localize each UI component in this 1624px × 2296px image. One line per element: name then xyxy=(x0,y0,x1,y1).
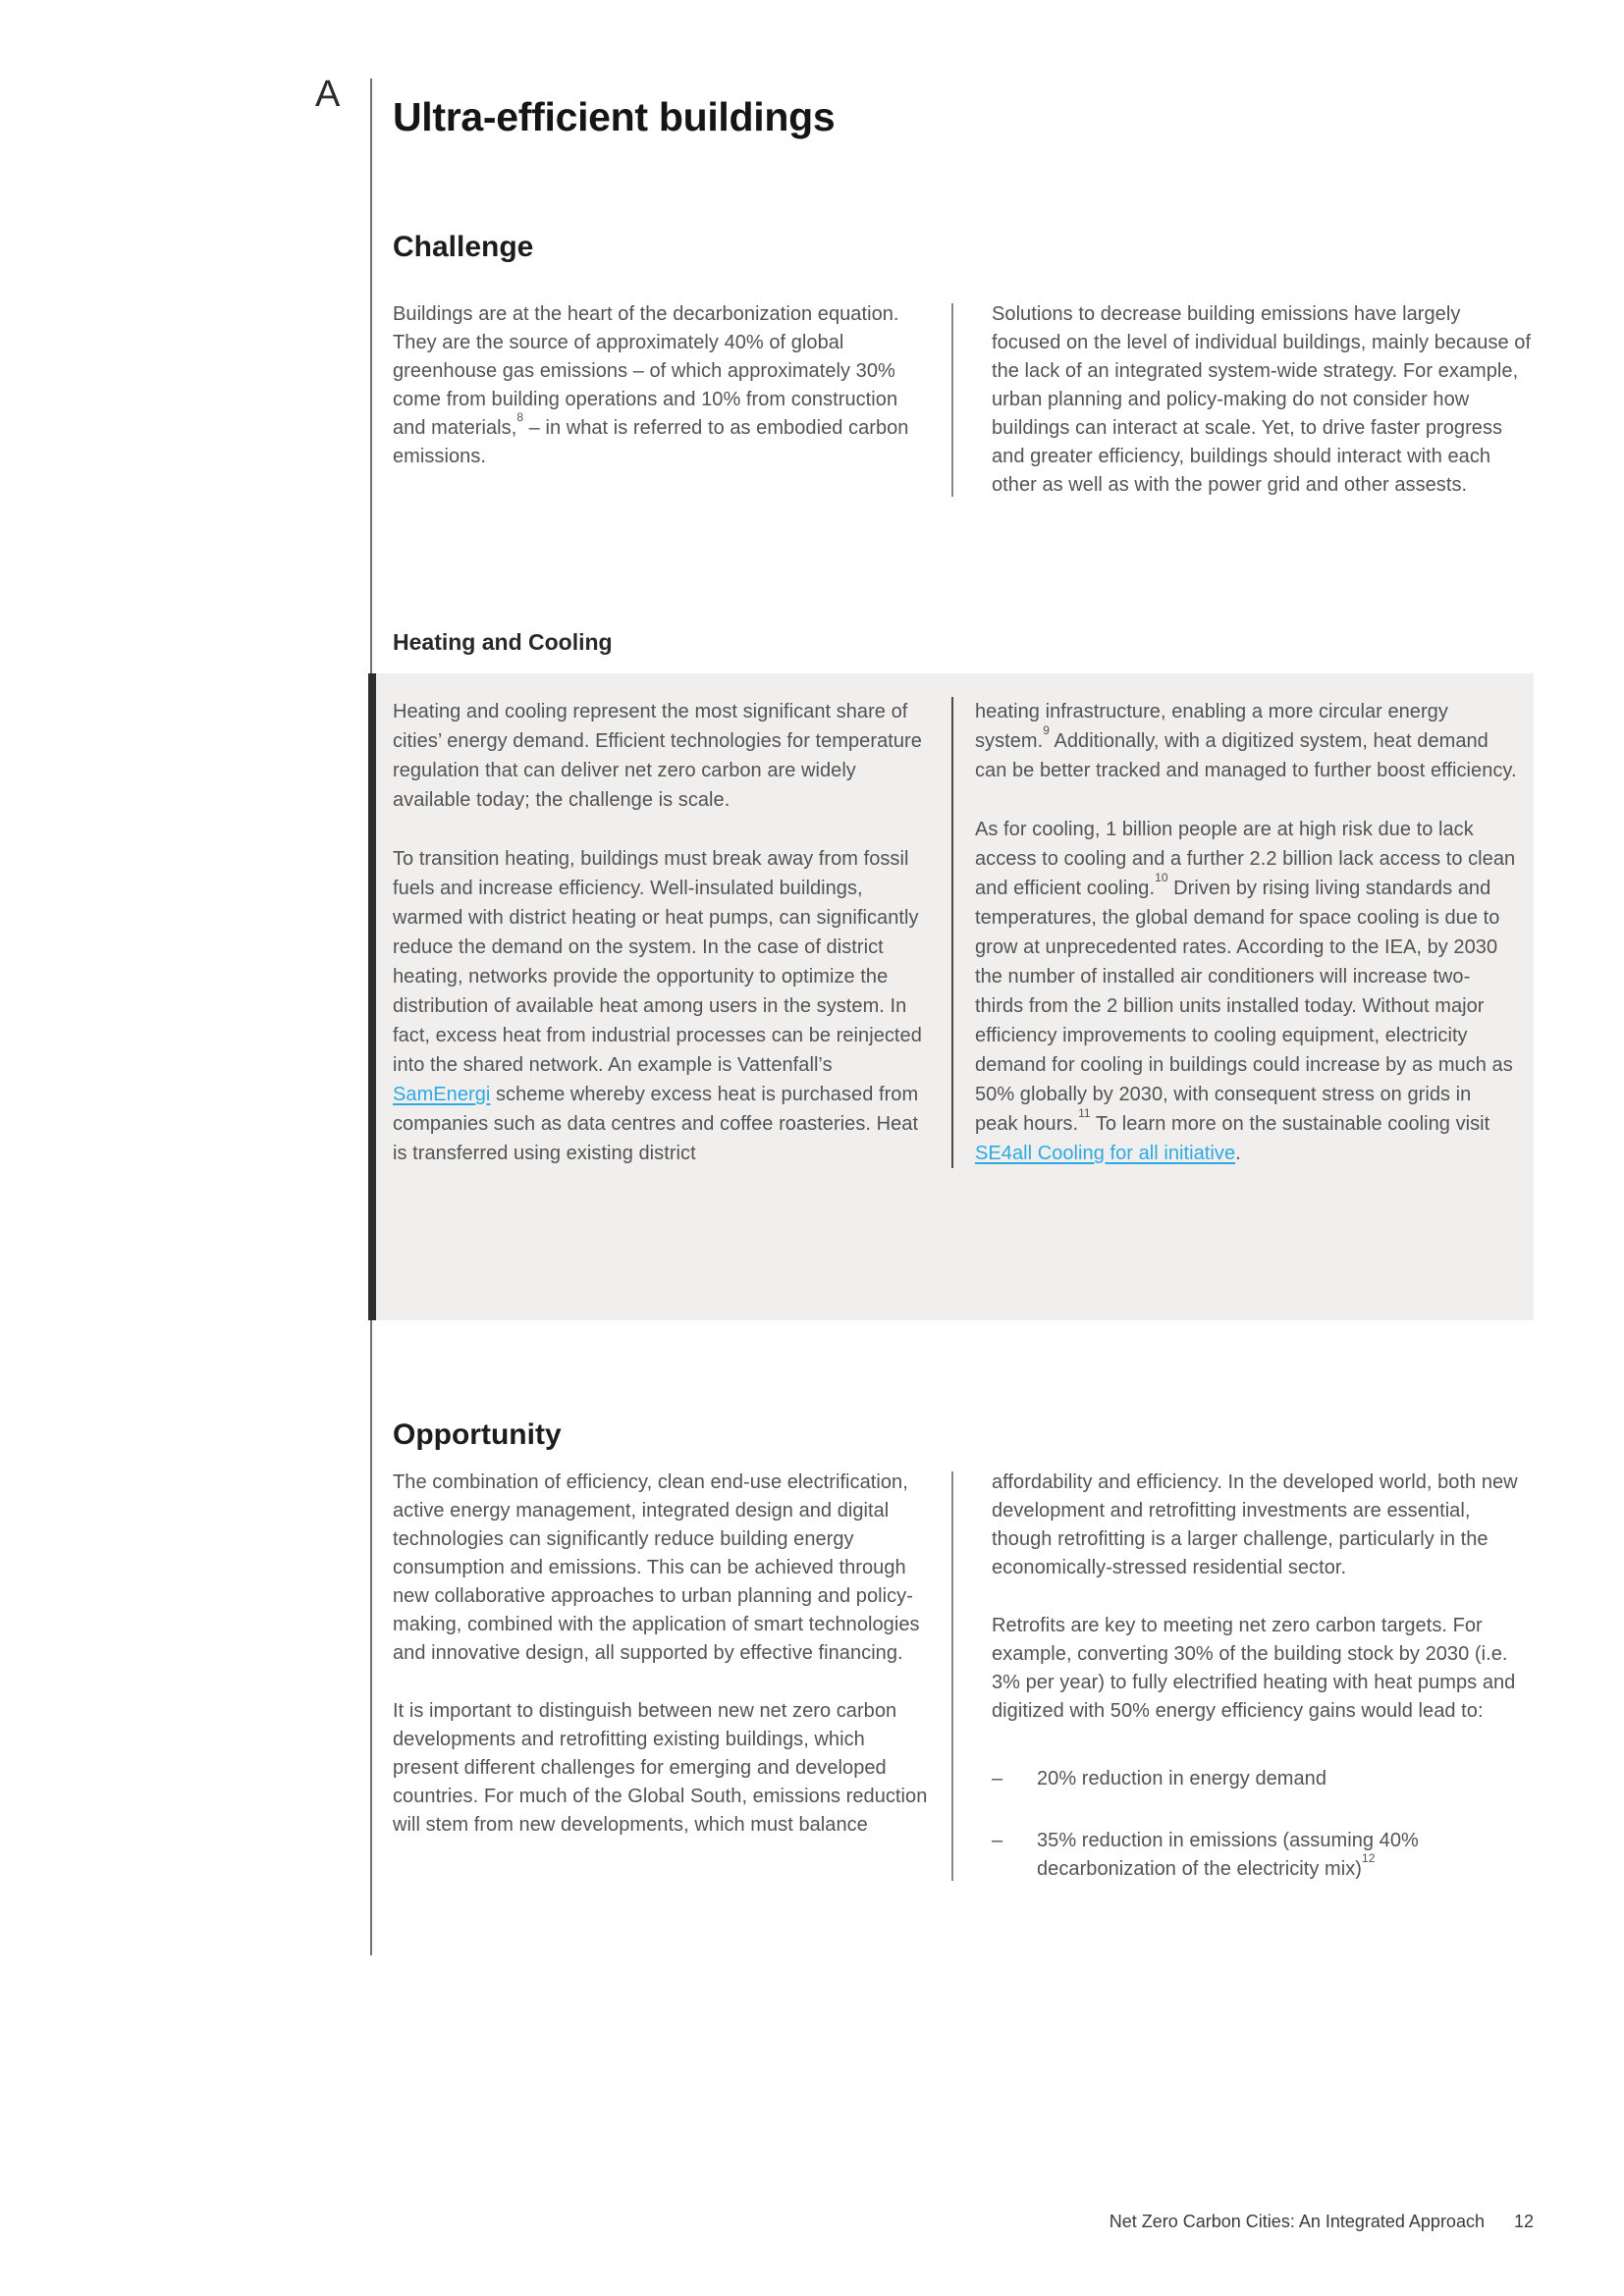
heating-cooling-callout xyxy=(368,673,1534,1320)
opportunity-right-paragraphs xyxy=(992,1468,1534,1726)
column-divider xyxy=(951,697,953,1168)
paragraph: Buildings are at the heart of the decarbonization equation. They are the source of approximately 40% of global greenhouse gas emissions – of which approximately 30% come from building operations and 10% from construction and materials,$^8$ – in what is referred to as embodied carbon emissions. xyxy=(393,303,909,467)
paragraph: heating infrastructure, enabling a more circular energy system.$^9$ Additionally, with a digitized system, heat demand can be better tracked and managed to further boost efficiency. xyxy=(975,701,1517,781)
se4all-link[interactable]: SE4all Cooling for all initiative xyxy=(975,1143,1236,1164)
heating-cooling-heading: Heating and Cooling xyxy=(393,629,613,655)
opportunity-heading: Opportunity xyxy=(393,1417,562,1451)
paragraph: Heating and cooling represent the most significant share of cities’ energy demand. Efficient technologies for temperature regulation that can deliver net zero carbon are widely available today; the challenge is scale. xyxy=(393,701,922,811)
footnote-ref: 9 xyxy=(1043,722,1050,737)
column-divider xyxy=(951,1471,953,1881)
opportunity-bullets xyxy=(992,1765,1534,1884)
footnote-ref: 12 xyxy=(1361,1850,1376,1865)
opportunity-column-right xyxy=(992,1468,1534,1884)
column-divider xyxy=(951,303,953,497)
footer xyxy=(1110,2212,1534,2232)
callout-column-left xyxy=(393,697,931,1168)
bullet-item xyxy=(992,1827,1534,1884)
paragraph: As for cooling, 1 billion people are at high risk due to lack access to cooling and a further 2.2 billion lack access to clean and efficient cooling.$^{10}$ Driven by rising living standards and temperatures, the global demand for space cooling is due to grow at unprecedented rates. According to the IEA, by 2030 the number of installed air conditioners will increase two-thirds from the 2 billion units installed today. Without major efficiency improvements to cooling equipment, electricity demand for cooling in buildings could increase by as much as 50% globally by 2030, with consequent stress on grids in peak hours.$^{11}$ To learn more on the sustainable cooling visit SE4all Cooling for all initiative. xyxy=(975,819,1516,1164)
opportunity-column-left xyxy=(393,1468,931,1884)
paragraph: affordability and efficiency. In the developed world, both new development and retrofitting investments are essential, though retrofitting is a larger challenge, particularly in the economically-stressed residential sector. xyxy=(992,1471,1518,1578)
footer-report-title: Net Zero Carbon Cities: An Integrated Approach xyxy=(1109,2212,1485,2231)
challenge-heading: Challenge xyxy=(393,230,534,263)
bullet-dash: – xyxy=(992,1768,1003,1789)
bullet-text: 20% reduction in energy demand xyxy=(1037,1768,1327,1789)
paragraph: Solutions to decrease building emissions have largely focused on the level of individual buildings, mainly because of the lack of an integrated system-wide strategy. For example, urban planning and policy-making do not consider how buildings can interact at scale. Yet, to drive faster progress and greater efficiency, buildings should interact with each other as well as with the power grid and other assests. xyxy=(992,303,1532,496)
page-title: Ultra-efficient buildings xyxy=(393,94,836,140)
paragraph: The combination of efficiency, clean end-use electrification, active energy management, integrated design and digital technologies can significantly reduce building energy consumption and emissions. This can be achieved through new collaborative approaches to urban planning and policy-making, combined with the application of smart technologies and innovative design, all supported by effective financing. xyxy=(393,1471,920,1664)
footnote-ref: 8 xyxy=(516,409,524,424)
callout-columns xyxy=(393,697,1517,1168)
page-number: 12 xyxy=(1513,2212,1534,2231)
footnote-ref: 10 xyxy=(1155,870,1168,884)
callout-column-right xyxy=(975,697,1517,1168)
bullet-item xyxy=(992,1765,1534,1793)
bullet-dash: – xyxy=(992,1830,1003,1851)
paragraph: It is important to distinguish between new net zero carbon developments and retrofitting existing buildings, which present different challenges for emerging and developed countries. For much of the Global South, emissions reduction will stem from new developments, which must balance xyxy=(393,1700,928,1836)
paragraph: To transition heating, buildings must break away from fossil fuels and increase efficiency. Well-insulated buildings, warmed with district heating or heat pumps, can significantly reduce the demand on the system. In the case of district heating, networks provide the opportunity to optimize the distribution of available heat among users in the system. In fact, excess heat from industrial processes can be reinjected into the shared network. An example is Vattenfall’s SamEnergi scheme whereby excess heat is purchased from companies such as data centres and coffee roasteries. Heat is transferred using existing district xyxy=(393,848,922,1164)
challenge-columns xyxy=(393,300,1534,500)
paragraph: Retrofits are key to meeting net zero carbon targets. For example, converting 30% of the building stock by 2030 (i.e. 3% per year) to fully electrified heating with heat pumps and digitized with 50% energy efficiency gains would lead to: xyxy=(992,1615,1516,1722)
challenge-column-left xyxy=(393,300,931,500)
challenge-column-right xyxy=(992,300,1534,500)
opportunity-columns xyxy=(393,1468,1534,1884)
samenergi-link[interactable]: SamEnergi xyxy=(393,1084,491,1105)
section-letter: A xyxy=(315,74,341,115)
footnote-ref: 11 xyxy=(1078,1105,1091,1120)
bullet-text: 35% reduction in emissions (assuming 40% decarbonization of the electricity mix)$^{12}$ xyxy=(1037,1830,1419,1880)
